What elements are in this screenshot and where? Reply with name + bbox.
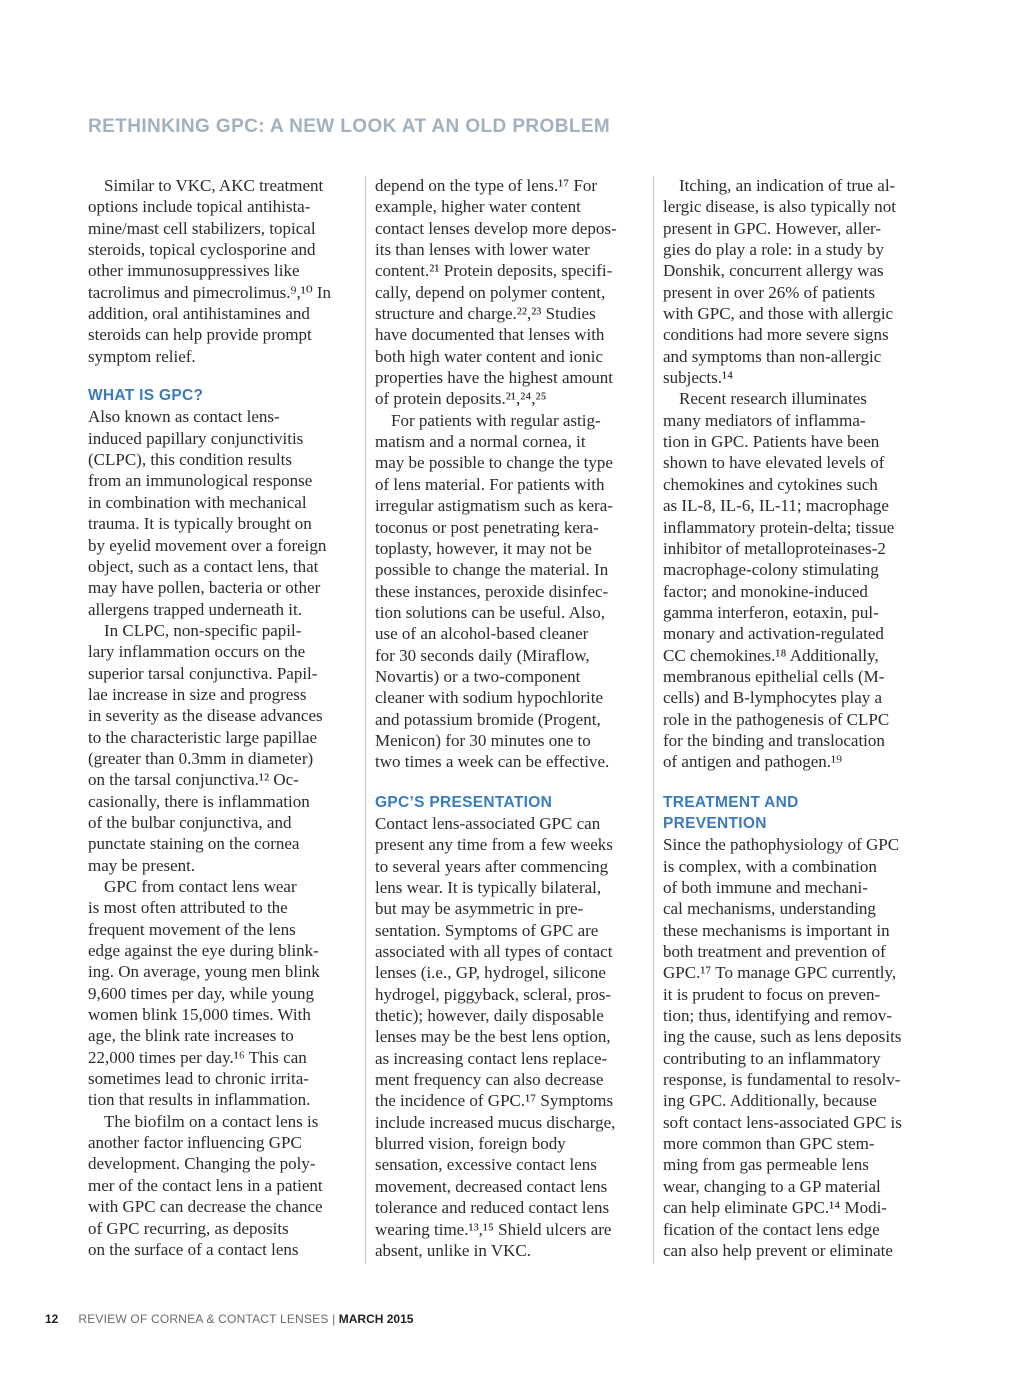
- text-line: inflammatory protein-delta; tissue: [663, 517, 895, 537]
- text-line: lae increase in size and progress: [88, 684, 307, 704]
- text-line: inhibitor of metalloproteinases-2: [663, 538, 886, 558]
- running-head: RETHINKING GPC: A NEW LOOK AT AN OLD PROBLEM: [88, 116, 611, 137]
- text-line: toconus or post penetrating kera-: [375, 517, 599, 537]
- text-line: absent, unlike in VKC.: [375, 1240, 531, 1260]
- text-line: development. Changing the poly-: [88, 1154, 316, 1174]
- publication-name: REVIEW OF CORNEA & CONTACT LENSES |: [78, 1312, 336, 1326]
- text-line: The biofilm on a contact lens is: [104, 1111, 319, 1131]
- text-line: role in the pathogenesis of CLPC: [663, 709, 890, 729]
- text-line: to several years after commencing: [375, 856, 609, 876]
- text-line: tacrolimus and pimecrolimus.⁹,¹⁰ In: [88, 282, 332, 302]
- section-gap: [88, 367, 356, 385]
- text-line: mer of the contact lens in a patient: [88, 1175, 323, 1195]
- text-line: with GPC, and those with allergic: [663, 304, 894, 324]
- text-line: of lens material. For patients with: [375, 474, 605, 494]
- text-line: induced papillary conjunctivitis: [88, 428, 304, 448]
- text-line: contributing to an inflammatory: [663, 1048, 881, 1068]
- text-line: both treatment and prevention of: [663, 942, 886, 962]
- text-line: is most often attributed to the: [88, 898, 288, 918]
- section-heading: TREATMENT AND: [663, 793, 799, 811]
- text-line: present in GPC. However, aller-: [663, 218, 882, 238]
- text-line: response, is fundamental to resolv-: [663, 1070, 901, 1090]
- text-line: may be possible to change the type: [375, 453, 613, 473]
- text-line: lenses may be the best lens option,: [375, 1027, 611, 1047]
- text-line: for the binding and translocation: [663, 730, 885, 750]
- section-heading: WHAT IS GPC?: [88, 387, 204, 405]
- text-line: depend on the type of lens.¹⁷ For: [375, 176, 598, 195]
- text-line: may have pollen, bacteria or other: [88, 578, 321, 598]
- text-line: superior tarsal conjunctiva. Papil-: [88, 663, 318, 683]
- text-line: in severity as the disease advances: [88, 706, 323, 726]
- text-line: have documented that lenses with: [375, 325, 605, 345]
- text-line: ing. On average, young men blink: [88, 962, 320, 982]
- text-line: on the surface of a contact lens: [88, 1239, 299, 1259]
- text-line: of protein deposits.²¹,²⁴,²⁵: [375, 389, 547, 409]
- text-line: on the tarsal conjunctiva.¹² Oc-: [88, 770, 299, 790]
- text-line: contact lenses develop more depos-: [375, 218, 617, 238]
- text-line: women blink 15,000 times. With: [88, 1005, 311, 1025]
- text-line: Recent research illuminates: [679, 389, 867, 409]
- text-line: mine/mast cell stabilizers, topical: [88, 218, 316, 238]
- text-line: by eyelid movement over a foreign: [88, 535, 327, 555]
- text-line: steroids, topical cyclosporine and: [88, 240, 316, 260]
- section-gap: [375, 773, 645, 792]
- text-line: other immunosuppressives like: [88, 261, 300, 281]
- text-line: many mediators of inflamma-: [663, 410, 866, 430]
- text-line: sentation. Symptoms of GPC are: [375, 920, 599, 940]
- text-line: can help eliminate GPC.¹⁴ Modi-: [663, 1198, 887, 1218]
- text-line: tion solutions can be useful. Also,: [375, 602, 605, 622]
- text-line: two times a week can be effective.: [375, 752, 610, 772]
- text-line: present any time from a few weeks: [375, 835, 613, 855]
- text-line: movement, decreased contact lens: [375, 1176, 608, 1196]
- text-line: its than lenses with lower water: [375, 240, 590, 260]
- text-line: of the bulbar conjunctiva, and: [88, 812, 292, 832]
- text-line: cally, depend on polymer content,: [375, 282, 606, 302]
- text-line: lenses (i.e., GP, hydrogel, silicone: [375, 963, 606, 983]
- text-line: of both immune and mechani-: [663, 878, 868, 897]
- text-line: irregular astigmatism such as kera-: [375, 496, 613, 516]
- text-line: and symptoms than non-allergic: [663, 346, 882, 366]
- text-line: trauma. It is typically brought on: [88, 514, 312, 534]
- text-line: Since the pathophysiology of GPC: [663, 835, 900, 855]
- text-line: chemokines and cytokines such: [663, 474, 878, 494]
- text-line: 9,600 times per day, while young: [88, 983, 314, 1003]
- text-line: properties have the highest amount: [375, 368, 613, 388]
- text-line: sensation, excessive contact lens: [375, 1155, 597, 1175]
- text-line: to the characteristic large papillae: [88, 727, 318, 747]
- text-line: CC chemokines.¹⁸ Additionally,: [663, 645, 879, 665]
- text-line: Similar to VKC, AKC treatment: [104, 176, 324, 195]
- text-line: symptom relief.: [88, 346, 196, 366]
- text-line: factor; and monokine-induced: [663, 581, 868, 601]
- text-line: macrophage-colony stimulating: [663, 560, 879, 580]
- text-line: ming from gas permeable lens: [663, 1155, 869, 1175]
- text-line: lary inflammation occurs on the: [88, 642, 306, 662]
- text-line: hydrogel, piggyback, scleral, pros-: [375, 984, 612, 1004]
- text-line: and potassium bromide (Progent,: [375, 709, 601, 729]
- section-gap: [663, 773, 933, 792]
- text-line: allergens trapped underneath it.: [88, 599, 302, 619]
- text-line: more common than GPC stem-: [663, 1134, 875, 1154]
- text-line: can also help prevent or eliminate: [663, 1240, 893, 1260]
- text-line: subjects.¹⁴: [663, 368, 734, 388]
- text-line: (CLPC), this condition results: [88, 450, 292, 470]
- text-line: shown to have elevated levels of: [663, 453, 885, 473]
- text-line: wear, changing to a GP material: [663, 1176, 881, 1196]
- text-line: object, such as a contact lens, that: [88, 556, 319, 576]
- text-line: GPC.¹⁷ To manage GPC currently,: [663, 963, 897, 983]
- text-line: frequent movement of the lens: [88, 919, 296, 939]
- text-line: in combination with mechanical: [88, 492, 307, 512]
- text-line: ing GPC. Additionally, because: [663, 1091, 877, 1111]
- text-line: punctate staining on the cornea: [88, 834, 300, 854]
- text-line: Contact lens-associated GPC can: [375, 813, 601, 833]
- text-line: for 30 seconds daily (Miraflow,: [375, 645, 590, 665]
- text-line: thetic); however, daily disposable: [375, 1006, 604, 1026]
- text-line: of GPC recurring, as deposits: [88, 1218, 289, 1238]
- text-column-2: [375, 175, 645, 1261]
- text-line: membranous epithelial cells (M-: [663, 666, 885, 686]
- text-line: casionally, there is inflammation: [88, 791, 310, 811]
- text-line: age, the blink rate increases to: [88, 1026, 294, 1046]
- issue-date: MARCH 2015: [338, 1312, 414, 1326]
- text-line: use of an alcohol-based cleaner: [375, 624, 589, 644]
- text-line: content.²¹ Protein deposits, specifi-: [375, 261, 613, 281]
- text-line: as increasing contact lens replace-: [375, 1048, 608, 1068]
- text-line: Donshik, concurrent allergy was: [663, 261, 884, 281]
- text-line: structure and charge.²²,²³ Studies: [375, 304, 596, 324]
- text-line: In CLPC, non-specific papil-: [104, 620, 302, 640]
- text-line: Novartis) or a two-component: [375, 666, 581, 686]
- text-line: conditions had more severe signs: [663, 325, 889, 345]
- text-line: wearing time.¹³,¹⁵ Shield ulcers are: [375, 1219, 612, 1239]
- text-line: with GPC can decrease the chance: [88, 1197, 323, 1217]
- text-line: tolerance and reduced contact lens: [375, 1198, 610, 1218]
- text-line: toplasty, however, it may not be: [375, 538, 592, 558]
- text-line: possible to change the material. In: [375, 560, 609, 580]
- text-column-3: [663, 175, 933, 1261]
- text-line: lergic disease, is also typically not: [663, 197, 896, 217]
- text-line: these mechanisms is important in: [663, 920, 890, 940]
- text-line: GPC from contact lens wear: [104, 877, 297, 896]
- text-line: lens wear. It is typically bilateral,: [375, 878, 602, 897]
- text-line: For patients with regular astig-: [391, 410, 601, 430]
- text-line: of antigen and pathogen.¹⁹: [663, 752, 843, 772]
- text-line: cal mechanisms, understanding: [663, 899, 876, 919]
- text-line: is complex, with a combination: [663, 856, 877, 876]
- text-line: Menicon) for 30 minutes one to: [375, 730, 591, 750]
- text-line: monary and activation-regulated: [663, 624, 884, 644]
- text-line: ing the cause, such as lens deposits: [663, 1027, 902, 1047]
- section-heading: GPC’S PRESENTATION: [375, 793, 553, 811]
- text-line: blurred vision, foreign body: [375, 1134, 566, 1154]
- page-number: 12: [45, 1312, 59, 1326]
- text-line: options include topical antihista-: [88, 197, 311, 217]
- text-line: gamma interferon, eotaxin, pul-: [663, 602, 879, 622]
- text-line: cells) and B-lymphocytes play a: [663, 688, 883, 708]
- section-heading: PREVENTION: [663, 814, 767, 832]
- text-line: example, higher water content: [375, 197, 581, 217]
- text-line: tion that results in inflammation.: [88, 1090, 311, 1110]
- text-line: both high water content and ionic: [375, 346, 604, 366]
- text-line: addition, oral antihistamines and: [88, 304, 310, 324]
- text-line: tion; thus, identifying and remov-: [663, 1006, 892, 1026]
- text-line: these instances, peroxide disinfec-: [375, 581, 609, 601]
- text-line: it is prudent to focus on preven-: [663, 984, 881, 1004]
- text-line: associated with all types of contact: [375, 942, 613, 962]
- page-footer: [45, 1312, 413, 1326]
- column-divider: [365, 176, 366, 1264]
- text-line: sometimes lead to chronic irrita-: [88, 1069, 309, 1089]
- text-line: the incidence of GPC.¹⁷ Symptoms: [375, 1091, 614, 1111]
- text-line: from an immunological response: [88, 471, 313, 491]
- text-line: tion in GPC. Patients have been: [663, 432, 880, 452]
- text-line: present in over 26% of patients: [663, 282, 875, 302]
- text-line: cleaner with sodium hypochlorite: [375, 688, 604, 708]
- text-line: gies do play a role: in a study by: [663, 240, 884, 260]
- text-line: but may be asymmetric in pre-: [375, 899, 584, 919]
- text-line: soft contact lens-associated GPC is: [663, 1112, 902, 1132]
- text-line: matism and a normal cornea, it: [375, 432, 586, 452]
- text-column-1: [88, 175, 356, 1260]
- text-line: ment frequency can also decrease: [375, 1070, 604, 1090]
- text-line: steroids can help provide prompt: [88, 325, 312, 345]
- text-line: another factor influencing GPC: [88, 1133, 302, 1153]
- text-line: 22,000 times per day.¹⁶ This can: [88, 1047, 307, 1067]
- text-line: may be present.: [88, 855, 196, 875]
- text-line: include increased mucus discharge,: [375, 1112, 616, 1132]
- text-line: (greater than 0.3mm in diameter): [88, 748, 314, 768]
- text-line: as IL-8, IL-6, IL-11; macrophage: [663, 496, 889, 516]
- column-divider: [653, 176, 654, 1264]
- text-line: fication of the contact lens edge: [663, 1219, 880, 1239]
- text-line: Itching, an indication of true al-: [679, 176, 896, 195]
- text-line: edge against the eye during blink-: [88, 941, 319, 961]
- text-line: Also known as contact lens-: [88, 407, 280, 427]
